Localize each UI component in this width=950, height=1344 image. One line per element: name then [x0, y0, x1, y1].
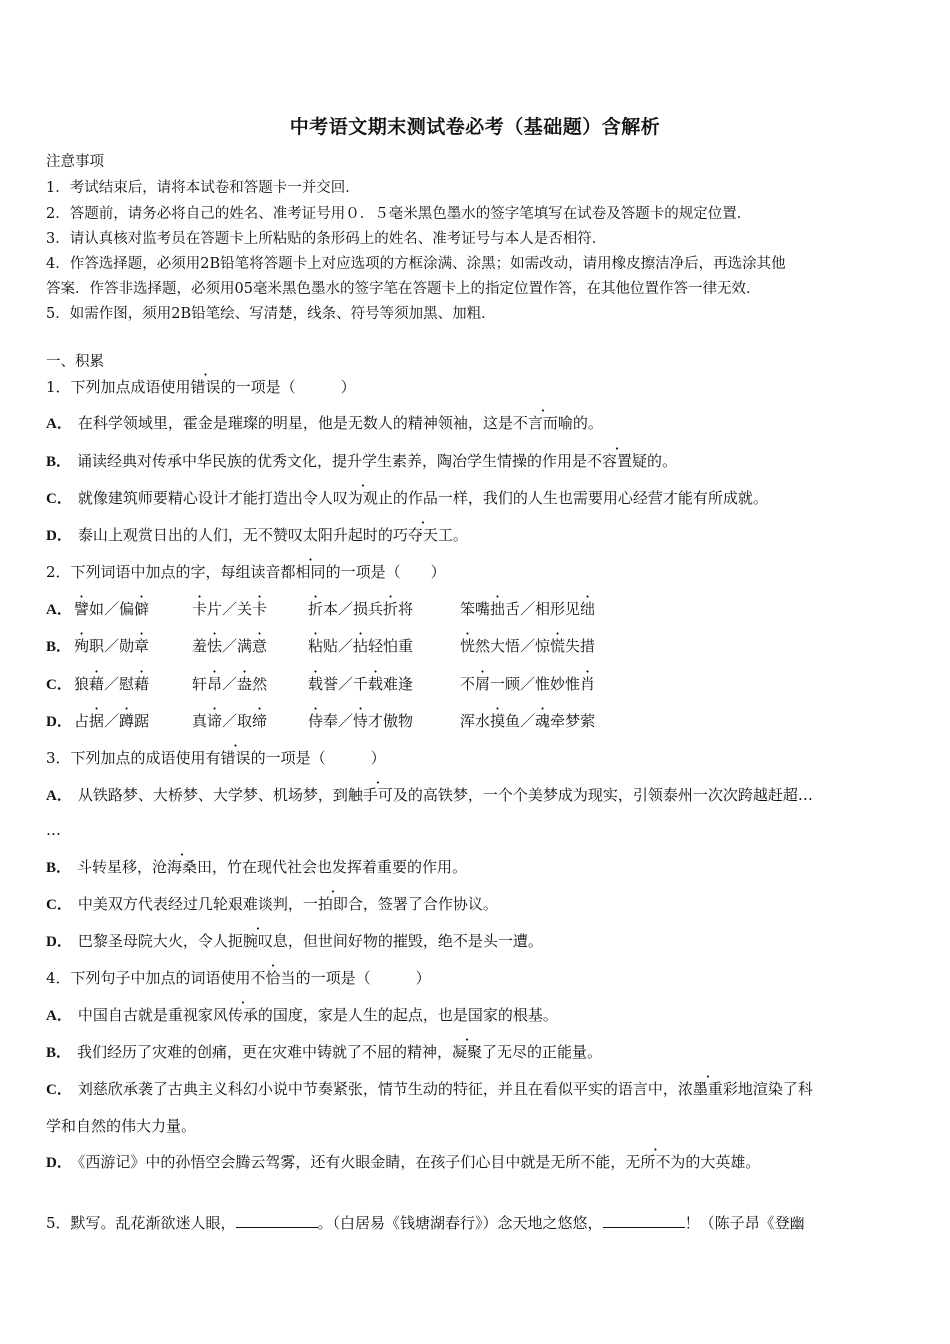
answer-blank[interactable] [236, 1213, 318, 1228]
question-1-option-c: C． 就像建筑师要精心设计才能打造出令人叹为观止的作品一样，我们的人生也需要用心经营才能有所成就。 [46, 489, 768, 507]
dotted-word: 无所不为 [625, 1153, 686, 1171]
notice-item: 4．作答选择题，必须用2B铅笔将答题卡上对应选项的方框涂满、涂黑；如需改动，请用橡皮擦洁净后，再选涂其他 [46, 256, 786, 272]
word-group: 折本／损兵折将 [308, 600, 414, 618]
question-3-option-a-continued: … [46, 821, 61, 839]
question-1-option-b: B． 诵读经典对传承中华民族的优秀文化，提升学生素养，陶冶学生情操的作用是不容置疑的。 [46, 452, 678, 470]
question-1-stem: 1．下列加点成语使用错误的一项是（ ） [46, 378, 356, 396]
dotted-idiom: 不容置疑 [587, 452, 648, 470]
question-3-stem: 3．下列加点的成语使用有错误的一项是（ ） [46, 749, 386, 767]
emphasis: 错误 [190, 378, 221, 396]
word-group: 笨嘴拙舌／相形见绌 [460, 600, 596, 618]
word-group: 羞怯／满意 [192, 637, 268, 655]
question-4-option-d: D． 《西游记》中的孙悟空会腾云驾雾，还有火眼金睛，在孩子们心目中就是无所不能，无所不为的大英雄。 [46, 1153, 761, 1171]
question-3-option-a: A． 从铁路梦、大桥梦、大学梦、机场梦，到触手可及的高铁梦，一个个美梦成为现实，引领泰州一次次跨越赶超… [46, 786, 813, 804]
section-heading: 一、积累 [46, 354, 104, 370]
word-group: 狼藉／慰藉 [74, 675, 150, 693]
dotted-idiom: 不言而喻 [512, 414, 573, 432]
word-group: 真谛／取缔 [192, 712, 268, 730]
question-3-option-c: C． 中美双方代表经过几轮艰难谈判，一拍即合，签署了合作协议。 [46, 895, 498, 913]
question-2-option-c: C． 狼藉／慰藉 轩昂／盎然 载誉／千载难逢 不屑一顾／惟妙惟肖 [46, 675, 596, 693]
word-group: 载誉／千载难逢 [308, 675, 414, 693]
page-title: 中考语文期末测试卷必考（基础题）含解析 [289, 116, 661, 138]
dotted-word: 浓墨重彩 [677, 1080, 738, 1098]
word-group: 轩昂／盎然 [192, 675, 268, 693]
notice-item: 1．考试结束后，请将本试卷和答题卡一并交回． [46, 180, 360, 196]
question-3-option-b: B． 斗转星移，沧海桑田，竹在现代社会也发挥着重要的作用。 [46, 858, 468, 876]
notice-item: 2．答题前，请务必将自己的姓名、准考证号用０．５毫米黑色墨水的签字笔填写在试卷及答题卡的规定位置． [46, 206, 752, 222]
dotted-word: 传承 [227, 1006, 258, 1024]
question-2-option-d: D． 占据／蹲踞 真谛／取缔 侍奉／恃才傲物 浑水摸鱼／魂牵梦萦 [46, 712, 596, 730]
question-2-option-b: B． 殉职／勋章 羞怯／满意 粘贴／拈轻怕重 恍然大悟／惊慌失措 [46, 637, 596, 655]
dotted-idiom: 扼腕叹息 [227, 932, 288, 950]
word-group: 不屑一顾／惟妙惟肖 [460, 675, 596, 693]
dotted-idiom: 一拍即合 [302, 895, 363, 913]
notice-heading: 注意事项 [46, 154, 104, 170]
word-group: 殉职／勋章 [74, 637, 150, 655]
question-4-option-b: B． 我们经历了灾难的创痛，更在灾难中铸就了不屈的精神，凝聚了无尽的正能量。 [46, 1043, 603, 1061]
dotted-idiom: 沧海桑田 [152, 858, 213, 876]
question-5: 5．默写。乱花渐欲迷人眼， 。（白居易《钱塘湖春行》）念天地之悠悠， ！（陈子昂《登幽 [46, 1214, 805, 1232]
question-4-option-a: A． 中国自古就是重视家风传承的国度，家是人生的起点，也是国家的根基。 [46, 1006, 558, 1024]
question-2-option-a: A． 譬如／偏僻 卡片／关卡 折本／损兵折将 笨嘴拙舌／相形见绌 [46, 600, 596, 618]
word-group: 譬如／偏僻 [74, 600, 150, 618]
question-4-option-c: C． 刘慈欣承袭了古典主义科幻小说中节奏紧张，情节生动的特征，并且在看似平实的语言中，浓墨重彩地渲染了科 [46, 1080, 813, 1098]
word-group: 占据／蹲踞 [74, 712, 150, 730]
question-1-option-a: A． 在科学领域里，霍金是璀璨的明星，他是无数人的精神领袖，这是不言而喻的。 [46, 414, 603, 432]
dotted-idiom: 触手可及 [347, 786, 408, 804]
answer-blank[interactable] [603, 1213, 685, 1228]
emphasis: 错误 [220, 749, 251, 767]
question-4-option-c-continued: 学和自然的伟大力量。 [46, 1117, 197, 1135]
word-group: 浑水摸鱼／魂牵梦萦 [460, 712, 596, 730]
word-group: 卡片／关卡 [192, 600, 268, 618]
notice-item: 答案．作答非选择题，必须用05毫米黑色墨水的签字笔在答题卡上的指定位置作答，在其他位置作答一律无效． [46, 281, 761, 297]
notice-item: 5．如需作图，须用2B铅笔绘、写清楚，线条、符号等须加黑、加粗． [46, 306, 496, 322]
question-1-option-d: D． 泰山上观赏日出的人们，无不赞叹太阳升起时的巧夺天工。 [46, 526, 468, 544]
question-3-option-d: D． 巴黎圣母院大火，令人扼腕叹息，但世间好物的摧毁，绝不是头一遭。 [46, 932, 543, 950]
question-4-stem: 4．下列句子中加点的词语使用不恰当的一项是（ ） [46, 969, 431, 987]
emphasis: 不恰当 [250, 969, 296, 987]
notice-item: 3．请认真核对监考员在答题卡上所粘贴的条形码上的姓名、准考证号与本人是否相符． [46, 231, 607, 247]
emphasis: 相同 [295, 563, 326, 581]
word-group: 侍奉／恃才傲物 [308, 712, 414, 730]
word-group: 粘贴／拈轻怕重 [308, 637, 414, 655]
dotted-idiom: 叹为观止 [332, 489, 393, 507]
question-2-stem: 2．下列词语中加点的字，每组读音都相同的一项是（ ） [46, 563, 446, 581]
dotted-idiom: 巧夺天工 [392, 526, 453, 544]
word-group: 恍然大悟／惊慌失措 [460, 637, 596, 655]
dotted-word: 凝聚 [452, 1043, 483, 1061]
